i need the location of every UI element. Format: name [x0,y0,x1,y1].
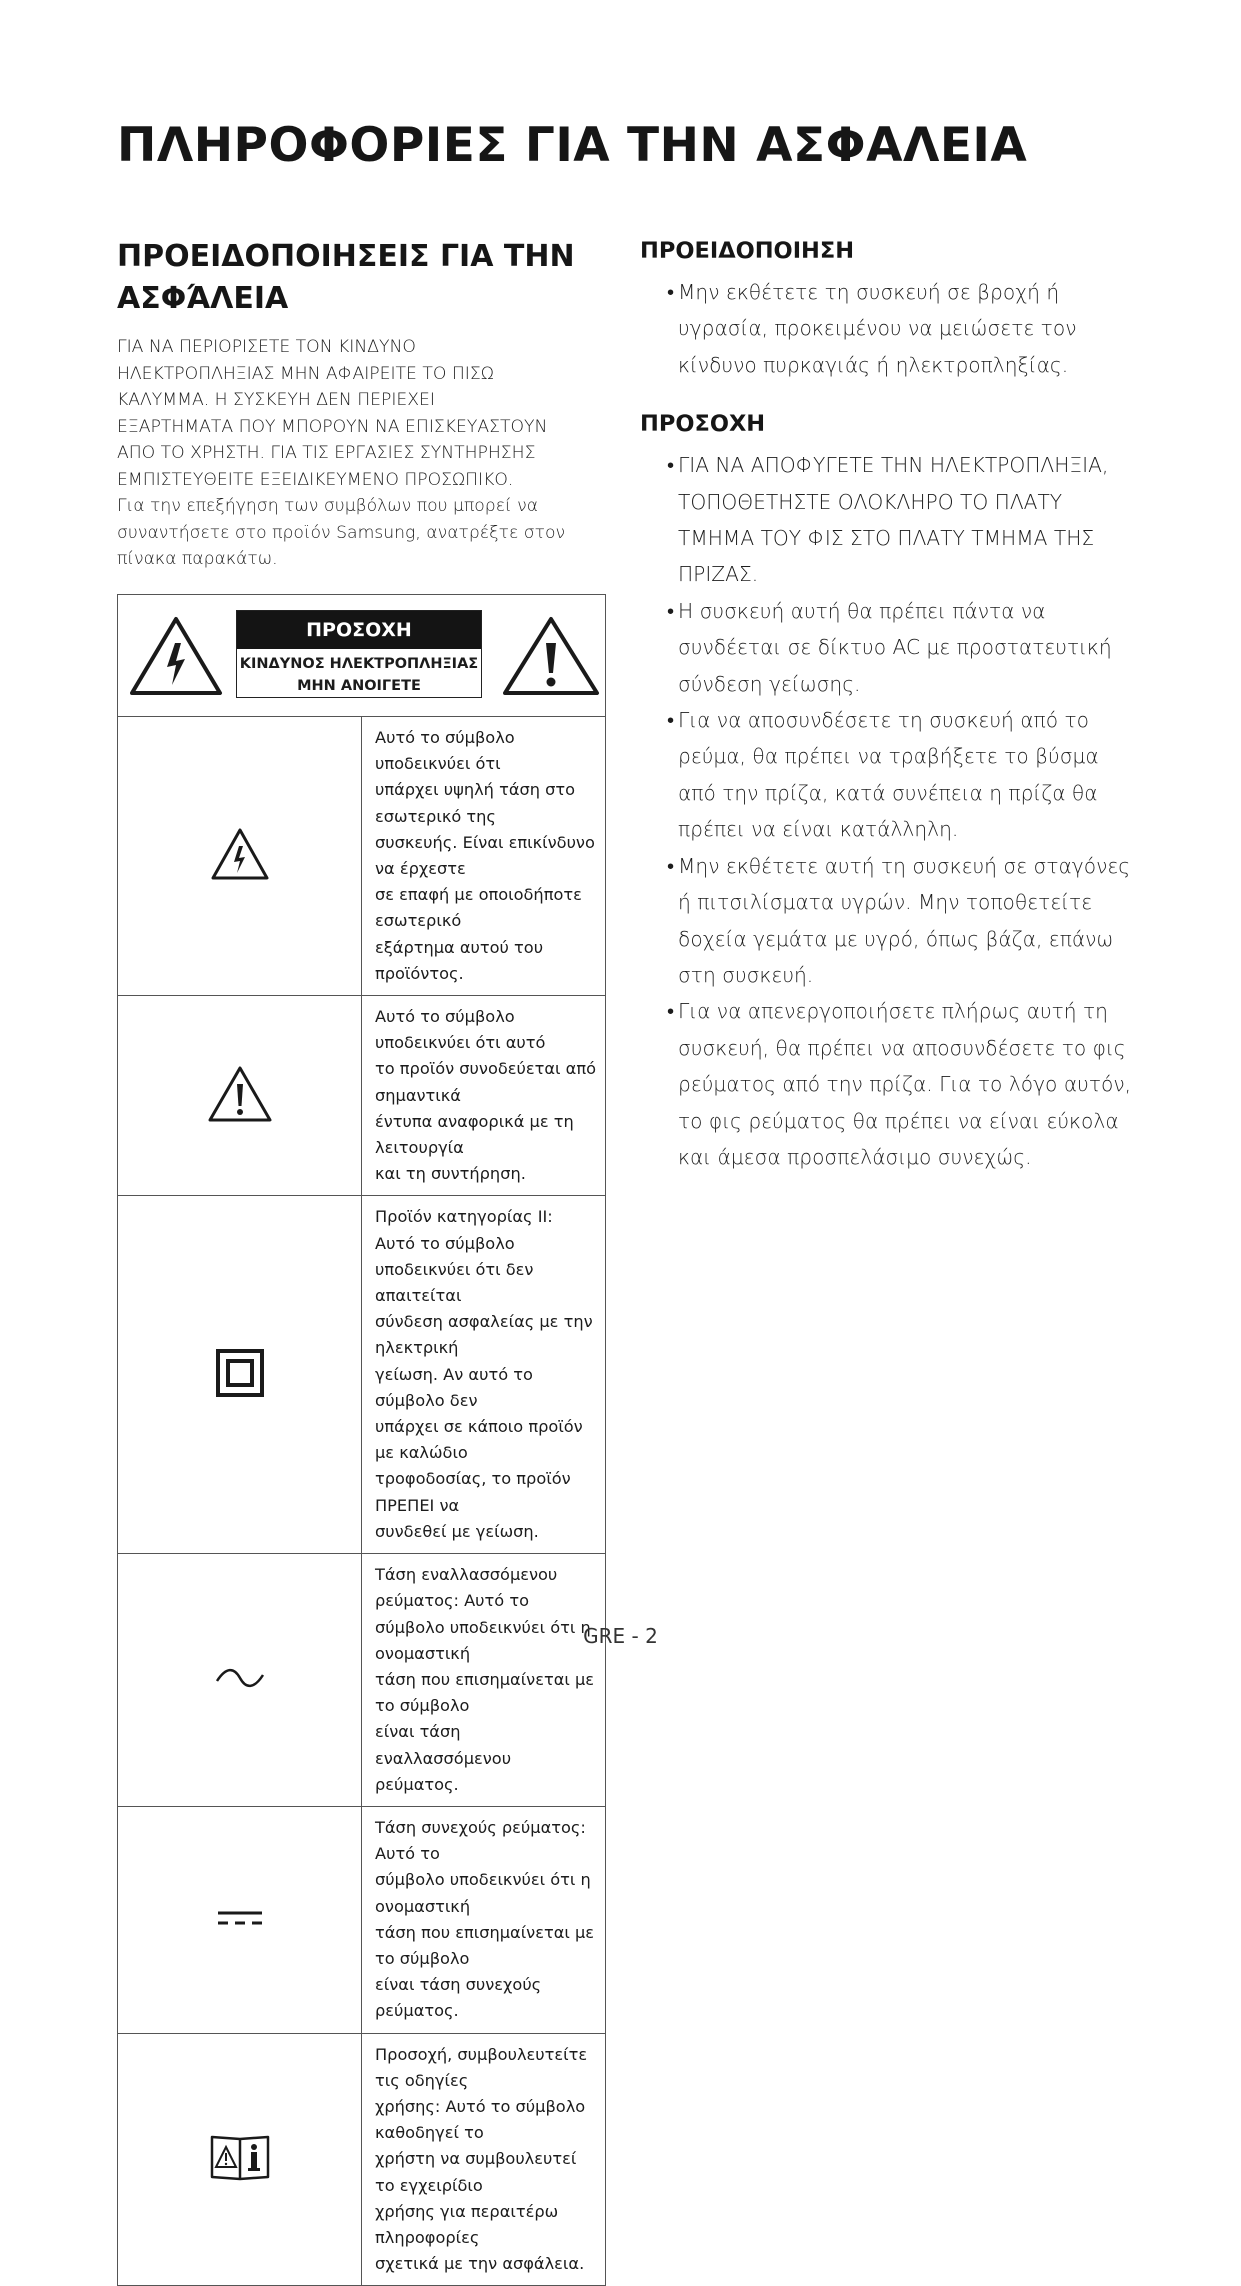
warning-bullets [640,274,1140,383]
table-header-row [118,595,606,717]
symbol-description [362,717,606,996]
intro-line: πίνακα παρακάτω. [117,549,278,569]
bullet-line: ή πιτσιλίσματα υγρών. Μην τοποθετείτε [678,890,1093,915]
description-line: υποδεικνύει ότι δεν απαιτείται [375,1259,534,1306]
bullet-line: συνδέεται σε δίκτυο AC με προστατευτική [678,635,1112,660]
description-line: συσκευής. Είναι επικίνδυνο να έρχεστε [375,832,595,879]
intro-paragraph [117,334,607,573]
description-line: σχετικά με την ασφάλεια. [375,2254,585,2274]
table-row [118,1554,606,1807]
intro-line: ΕΞΑΡΤΗΜΑΤΑ ΠΟΥ ΜΠΟΡΟΥΝ ΝΑ ΕΠΙΣΚΕΥΑΣΤΟΥΝ [117,416,548,437]
list-item [640,593,1140,702]
symbol-description [362,996,606,1196]
description-line: Αυτό το σύμβολο υποδεικνύει ότι [375,728,515,774]
bullet-line: ρεύμα, θα πρέπει να τραβήξετε το βύσμα [678,744,1099,769]
right-column [640,236,1140,1201]
page-number: GRE - 2 [583,1624,658,1648]
caution-label-box [236,610,482,698]
bullet-line: ΠΡΙΖΑΣ. [678,562,759,587]
exclamation-triangle-icon [207,1108,273,1127]
description-line: τάση που επισημαίνεται με το σύμβολο [375,1922,595,1968]
description-line: σύμβολο υποδεικνύει ότι η ονομαστική [375,1617,591,1663]
lightning-triangle-icon [210,866,270,885]
intro-line: ΚΑΛΥΜΜΑ. Η ΣΥΣΚΕΥΗ ΔΕΝ ΠΕΡΙΕΧΕΙ [117,390,435,410]
bullet-line: υγρασία, προκειμένου να μειώσετε τον [678,316,1077,341]
description-line: υπάρχει σε κάποιο προϊόν με καλώδιο [375,1417,583,1463]
bullet-line: ΓΙΑ ΝΑ ΑΠΟΦΥΓΕΤΕ ΤΗΝ ΗΛΕΚΤΡΟΠΛΗΞΙΑ, [678,453,1109,478]
description-line: χρήσης για περαιτέρω πληροφορίες [375,2201,559,2247]
caution-header-cell [118,595,606,717]
table-row [118,717,606,996]
double-square-icon [215,1383,265,1402]
bullet-icon: • [667,598,675,623]
bullet-line: συσκευή, θα πρέπει να αποσυνδέσετε το φις [678,1035,1126,1060]
bullet-line: πρέπει να είναι κατάλληλη. [678,817,959,842]
table-row [118,996,606,1196]
bullet-line: ρεύματος από την πρίζα. Για το λόγο αυτόν, [678,1072,1132,1097]
bullet-line: Μην εκθέτετε τη συσκευή σε βροχή ή [678,280,1060,304]
intro-line: Για την επεξήγηση των συμβόλων που μπορεί να [117,496,539,516]
intro-line: ΕΜΠΙΣΤΕΥΘΕΙΤΕ ΕΞΕΙΔΙΚΕΥΜΕΝΟ ΠΡΟΣΩΠΙΚΟ. [117,469,514,490]
bullet-icon: • [667,453,675,478]
list-item [640,702,1140,848]
description-line: σύμβολο υποδεικνύει ότι η ονομαστική [375,1870,591,1916]
warning-section [640,236,1140,383]
bullet-line: Για να αποσυνδέσετε τη συσκευή από το [678,708,1089,733]
description-line: υπάρχει υψηλή τάση στο εσωτερικό της [375,780,576,826]
bullet-icon: • [667,853,675,878]
page-title: ΠΛΗΡΟΦΟΡΙΕΣ ΓΙΑ ΤΗΝ ΑΣΦΑΛΕΙΑ [117,118,1028,173]
caution-subtitle-line: ΜΗΝ ΑΝΟΙΓΕΤΕ [297,678,421,694]
table-row [118,1196,606,1554]
caution-section [640,409,1140,1175]
intro-line: ΓΙΑ ΝΑ ΠΕΡΙΟΡΙΣΕΤΕ ΤΟΝ ΚΙΝΔΥΝΟ [117,337,416,357]
description-line: συνδεθεί με γείωση. [375,1521,539,1541]
description-line: τάση που επισημαίνεται με το σύμβολο [375,1669,595,1716]
list-item [640,274,1140,383]
intro-line: ΑΠΟ ΤΟ ΧΡΗΣΤΗ. ΓΙΑ ΤΙΣ ΕΡΓΑΣΙΕΣ ΣΥΝΤΗΡΗΣΗΣ [117,443,536,463]
description-line: γείωση. Αν αυτό το σύμβολο δεν [375,1364,533,1410]
intro-line: συναντήσετε στο προϊόν Samsung, ανατρέξτε στον [117,522,566,543]
bullet-icon: • [667,999,675,1024]
section-title [117,236,607,320]
description-line: έντυπα αναφορικά με τη λειτουργία [375,1111,574,1158]
symbol-description [362,2033,606,2286]
section-title-line: ΑΣΦΆΛΕΙΑ [117,281,289,316]
list-item [640,447,1140,593]
description-line: Τάση συνεχούς ρεύματος: Αυτό το [375,1817,586,1864]
caution-section-title: ΠΡΟΣΟΧΗ [640,411,766,438]
manual-info-icon [208,2166,272,2185]
bullet-line: Για να απενεργοποιήσετε πλήρως αυτή τη [678,999,1108,1024]
description-line: σύνδεση ασφαλείας με την ηλεκτρική [375,1312,593,1358]
section-title-line: ΠΡΟΕΙΔΟΠΟΙΗΣΕΙΣ ΓΙΑ ΤΗΝ [117,239,575,274]
exclamation-triangle-icon [501,615,601,701]
list-item [640,848,1140,994]
description-line: είναι τάση συνεχούς ρεύματος. [375,1975,542,2021]
caution-title: ΠΡΟΣΟΧΗ [237,611,481,649]
description-line: εξάρτημα αυτού του προϊόντος. [375,937,544,983]
description-line: το προϊόν συνοδεύεται από σημαντικά [375,1059,596,1105]
bullet-line: σύνδεση γείωσης. [678,671,861,696]
bullet-line: δοχεία γεμάτα με υγρό, όπως βάζα, επάνω [678,926,1114,951]
caution-subtitle-line: ΚΙΝΔΥΝΟΣ ΗΛΕΚΤΡΟΠΛΗΞΙΑΣ [239,656,479,672]
bullet-line: από την πρίζα, κατά συνέπεια η πρίζα θα [678,780,1098,805]
bullet-icon: • [667,280,675,304]
ac-wave-icon [214,1674,266,1693]
caution-bullets [640,447,1140,1175]
bullet-line: κίνδυνο πυρκαγιάς ή ηλεκτροπληξίας. [678,352,1069,377]
description-line: είναι τάση εναλλασσόμενου ρεύματος. [375,1722,512,1794]
description-line: Τάση εναλλασσόμενου ρεύματος: Αυτό το [375,1565,558,1611]
bullet-icon: • [667,708,675,733]
description-line: και τη συντήρηση. [375,1164,526,1184]
symbol-description [362,1806,606,2033]
table-row [118,1806,606,2033]
description-line: χρήσης: Αυτό το σύμβολο καθοδηγεί το [375,2096,586,2143]
symbol-description [362,1196,606,1554]
bullet-line: Μην εκθέτετε αυτή τη συσκευή σε σταγόνες [678,853,1131,878]
bullet-line: ΤΟΠΟΘΕΤΗΣΤΕ ΟΛΟΚΛΗΡΟ ΤΟ ΠΛΑΤΥ [678,489,1063,514]
symbol-description [362,1554,606,1807]
bullet-line: το φις ρεύματος θα πρέπει να είναι εύκολα [678,1108,1119,1133]
dc-lines-icon [215,1913,265,1932]
bullet-line: και άμεσα προσπελάσιμο συνεχώς. [678,1144,1032,1169]
bullet-line: στη συσκευή. [678,962,814,987]
description-line: χρήστη να συμβουλευτεί το εγχειρίδιο [375,2149,577,2195]
description-line: Προσοχή, συμβουλευτείτε τις οδηγίες [375,2044,588,2090]
lightning-triangle-icon [128,615,224,701]
intro-line: ΗΛΕΚΤΡΟΠΛΗΞΙΑΣ ΜΗΝ ΑΦΑΙΡΕΙΤΕ ΤΟ ΠΙΣΩ [117,363,494,384]
warning-title: ΠΡΟΕΙΔΟΠΟΙΗΣΗ [640,238,855,264]
description-line: Προϊόν κατηγορίας II: Αυτό το σύμβολο [375,1207,553,1253]
list-item [640,993,1140,1175]
safety-warnings-section [117,236,607,573]
bullet-line: Η συσκευή αυτή θα πρέπει πάντα να [678,598,1046,623]
description-line: τροφοδοσίας, το προϊόν ΠΡΕΠΕΙ να [375,1469,571,1515]
bullet-line: ΤΜΗΜΑ ΤΟΥ ΦΙΣ ΣΤΟ ΠΛΑΤΥ ΤΜΗΜΑ ΤΗΣ [678,526,1095,551]
table-row [118,2033,606,2286]
symbols-table [117,594,606,2286]
description-line: Αυτό το σύμβολο υποδεικνύει ότι αυτό [375,1007,546,1053]
description-line: σε επαφή με οποιοδήποτε εσωτερικό [375,885,582,931]
